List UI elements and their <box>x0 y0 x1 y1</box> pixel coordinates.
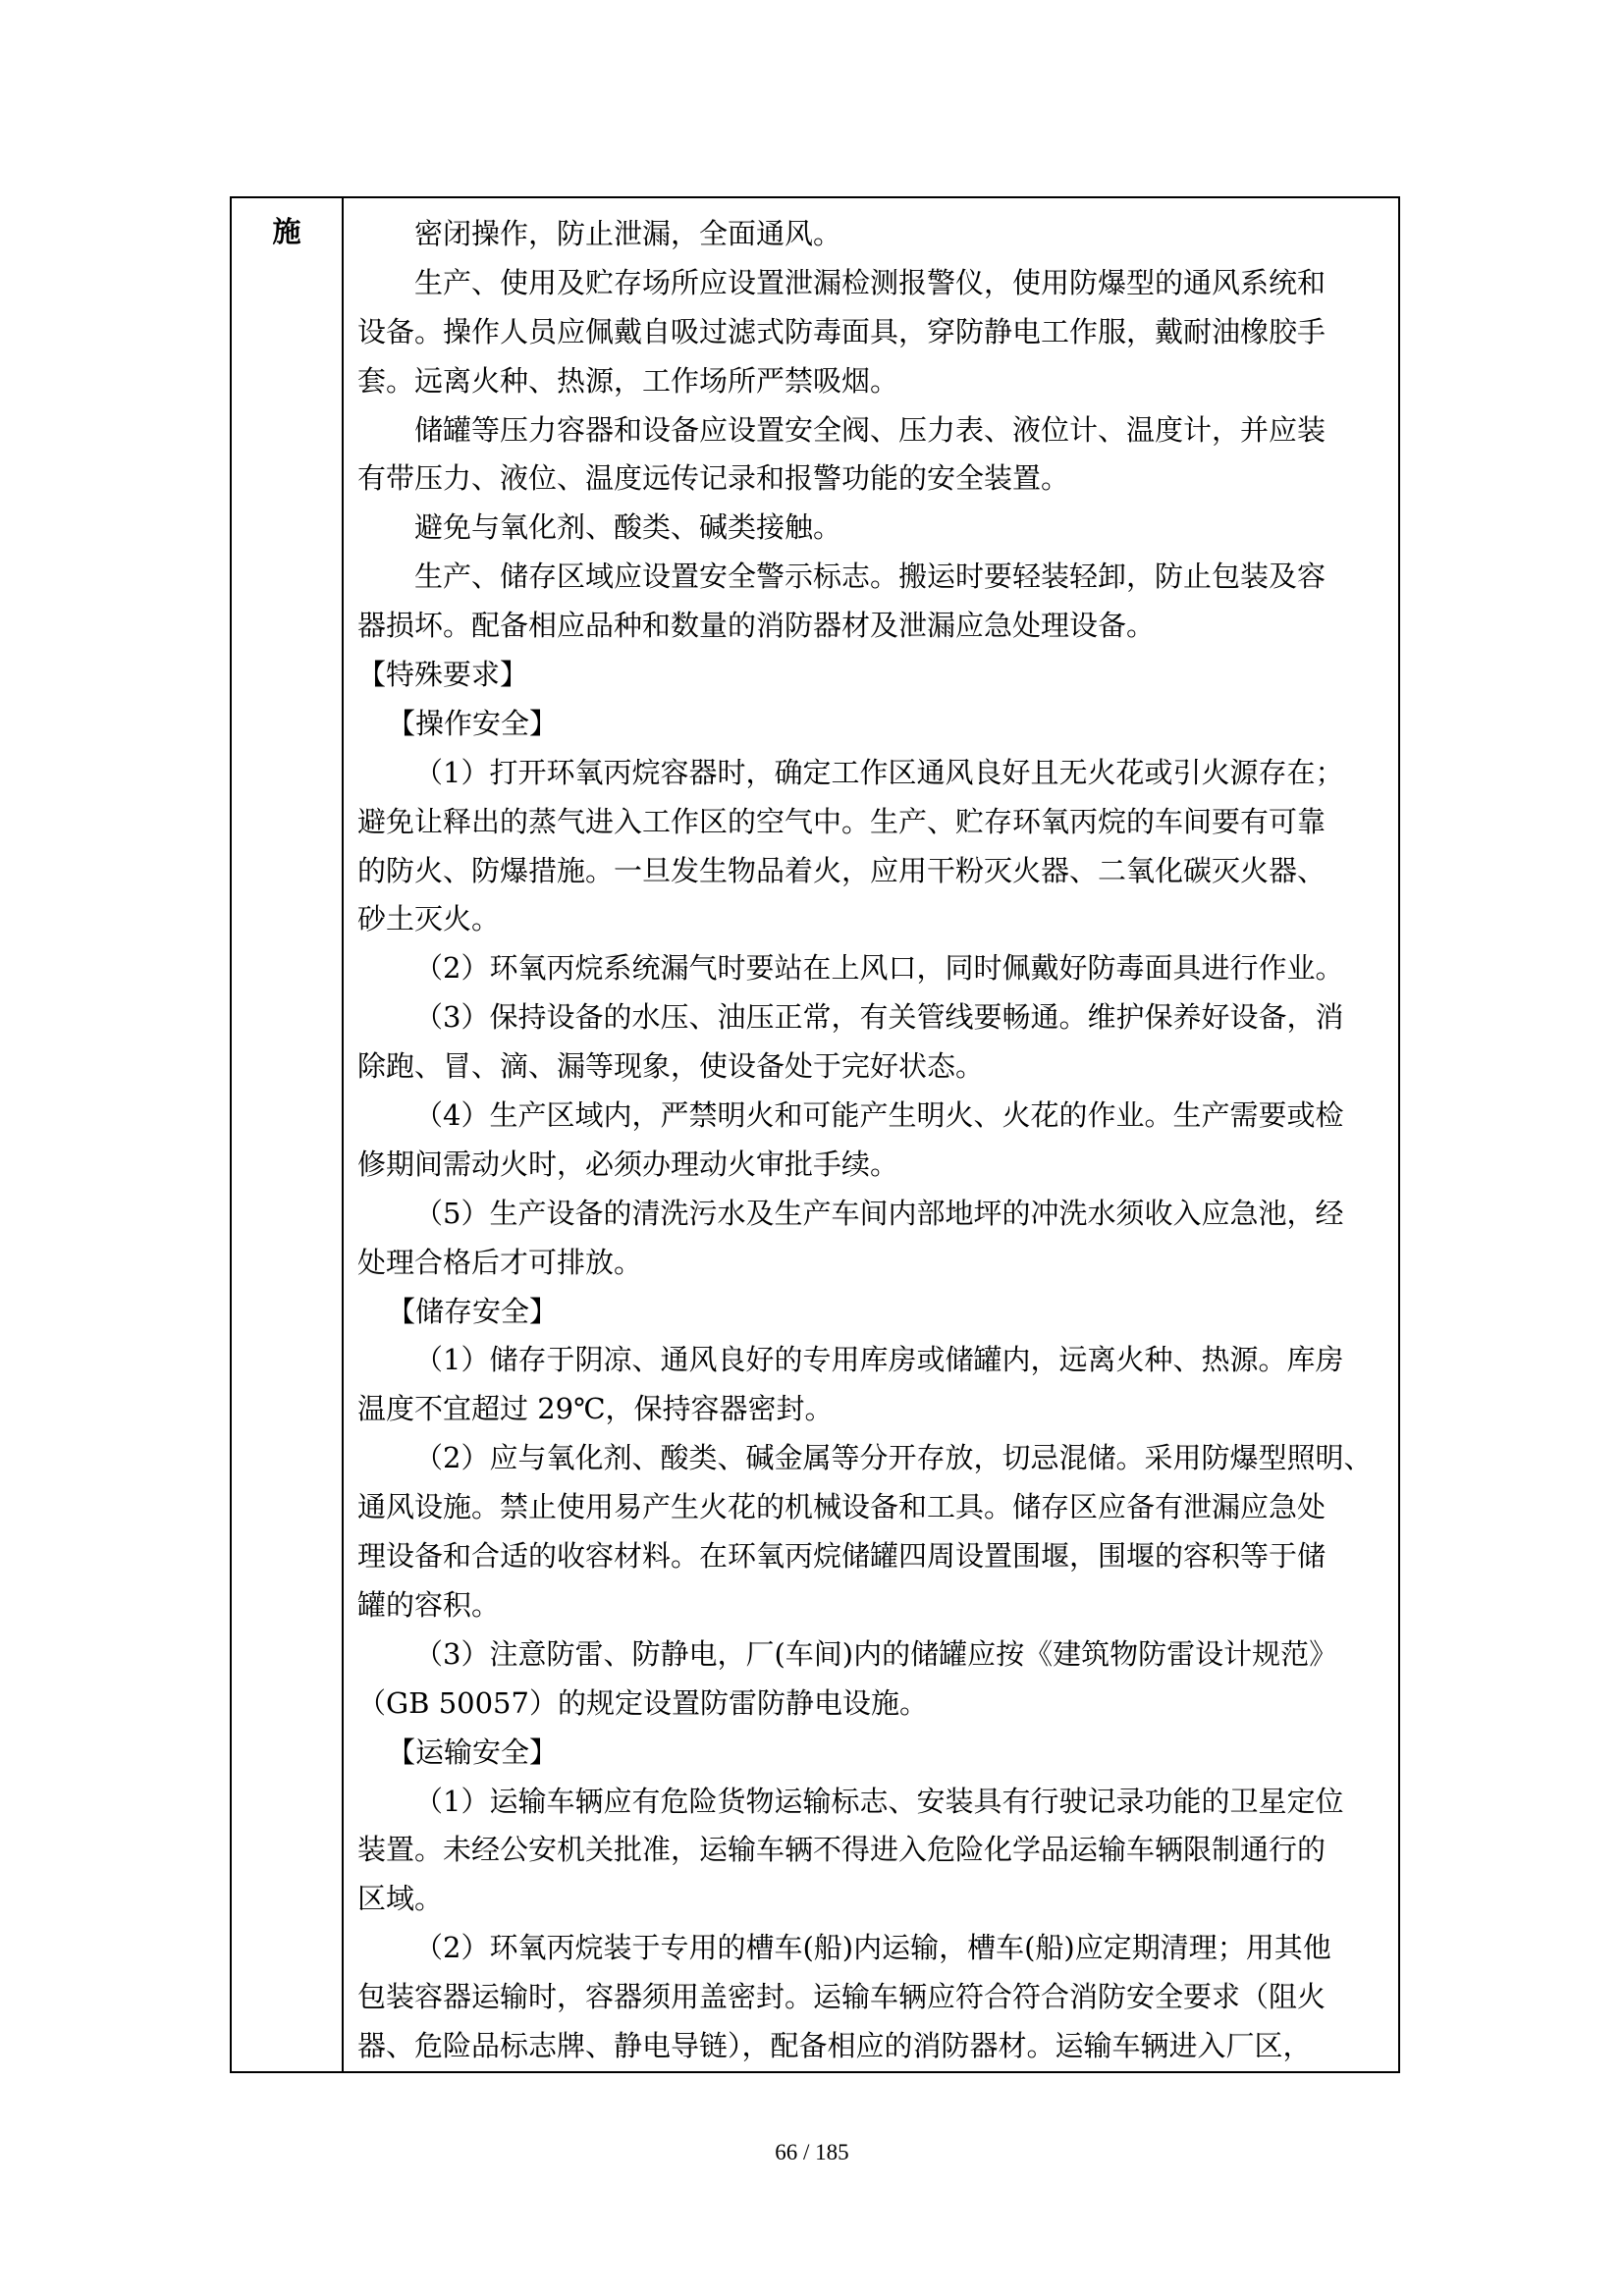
paragraph-line: 装置。未经公安机关批准，运输车辆不得进入危险化学品运输车辆限制通行的 <box>357 1833 1326 1867</box>
subsection-heading: 【储存安全】 <box>387 1294 559 1328</box>
paragraph-line: 温度不宜超过 29℃，保持容器密封。 <box>357 1392 834 1426</box>
measures-table <box>230 196 1400 2073</box>
row-label: 施 <box>272 215 301 248</box>
paragraph-line: 设备。操作人员应佩戴自吸过滤式防毒面具，穿防静电工作服，戴耐油橡胶手 <box>357 314 1326 348</box>
paragraph-line: 的防火、防爆措施。一旦发生物品着火，应用干粉灭火器、二氧化碳灭火器、 <box>357 853 1326 887</box>
table-label-column <box>232 198 344 2071</box>
paragraph-line: （2）应与氧化剂、酸类、碱金属等分开存放，切忌混储。采用防爆型照明、 <box>414 1441 1373 1475</box>
paragraph-line: 除跑、冒、滴、漏等现象，使设备处于完好状态。 <box>357 1049 985 1084</box>
paragraph-line: 包装容器运输时，容器须用盖密封。运输车辆应符合符合消防安全要求（阻火 <box>357 1980 1326 2014</box>
paragraph-line: 有带压力、液位、温度远传记录和报警功能的安全装置。 <box>357 461 1070 496</box>
paragraph-line: （4）生产区域内，严禁明火和可能产生明火、火花的作业。生产需要或检 <box>414 1098 1344 1133</box>
paragraph-line: （1）运输车辆应有危险货物运输标志、安装具有行驶记录功能的卫星定位 <box>414 1784 1344 1818</box>
paragraph-line: 区域。 <box>357 1882 444 1916</box>
paragraph-line: 理设备和合适的收容材料。在环氧丙烷储罐四周设置围堰，围堰的容积等于储 <box>357 1539 1326 1574</box>
paragraph-line: 修期间需动火时，必须办理动火审批手续。 <box>357 1147 899 1181</box>
paragraph-line: 密闭操作，防止泄漏，全面通风。 <box>414 217 842 250</box>
paragraph-line: （5）生产设备的清洗污水及生产车间内部地坪的冲洗水须收入应急池，经 <box>414 1196 1344 1230</box>
paragraph-line: （2）环氧丙烷装于专用的槽车(船)内运输，槽车(船)应定期清理；用其他 <box>414 1931 1331 1965</box>
paragraph-line: （3）注意防雷、防静电，厂(车间)内的储罐应按《建筑物防雷设计规范》 <box>414 1636 1338 1671</box>
paragraph-line: 储罐等压力容器和设备应设置安全阀、压力表、液位计、温度计，并应装 <box>414 412 1326 447</box>
section-heading: 【特殊要求】 <box>357 658 529 692</box>
paragraph-line: 砂土灭火。 <box>357 902 501 936</box>
paragraph-line: 避免与氧化剂、酸类、碱类接触。 <box>414 510 842 545</box>
paragraph-line: 通风设施。禁止使用易产生火花的机械设备和工具。储存区应备有泄漏应急处 <box>357 1490 1326 1524</box>
subsection-heading: 【操作安全】 <box>387 706 559 740</box>
paragraph-line: （1）储存于阴凉、通风良好的专用库房或储罐内，远离火种、热源。库房 <box>414 1343 1344 1377</box>
paragraph-line: （2）环氧丙烷系统漏气时要站在上风口，同时佩戴好防毒面具进行作业。 <box>414 951 1344 986</box>
page-number: 66 / 185 <box>775 2140 849 2164</box>
paragraph-line: 罐的容积。 <box>357 1587 501 1622</box>
paragraph-line: 生产、使用及贮存场所应设置泄漏检测报警仪，使用防爆型的通风系统和 <box>414 265 1326 299</box>
subsection-heading: 【运输安全】 <box>387 1735 559 1769</box>
measures-content <box>357 210 1382 2071</box>
paragraph-line: 处理合格后才可排放。 <box>357 1245 643 1279</box>
paragraph-line: （3）保持设备的水压、油压正常，有关管线要畅通。维护保养好设备，消 <box>414 1000 1344 1035</box>
paragraph-line: 套。远离火种、热源，工作场所严禁吸烟。 <box>357 363 899 398</box>
paragraph-line: 器损坏。配备相应品种和数量的消防器材及泄漏应急处理设备。 <box>357 609 1156 643</box>
paragraph-line: 生产、储存区域应设置安全警示标志。搬运时要轻装轻卸，防止包装及容 <box>414 560 1326 594</box>
paragraph-line: 避免让释出的蒸气进入工作区的空气中。生产、贮存环氧丙烷的车间要有可靠 <box>357 804 1326 838</box>
paragraph-line: （1）打开环氧丙烷容器时，确定工作区通风良好且无火花或引火源存在； <box>414 755 1344 789</box>
paragraph-line: 器、危险品标志牌、静电导链），配备相应的消防器材。运输车辆进入厂区， <box>357 2028 1312 2062</box>
paragraph-line: （GB 50057）的规定设置防雷防静电设施。 <box>357 1685 928 1720</box>
